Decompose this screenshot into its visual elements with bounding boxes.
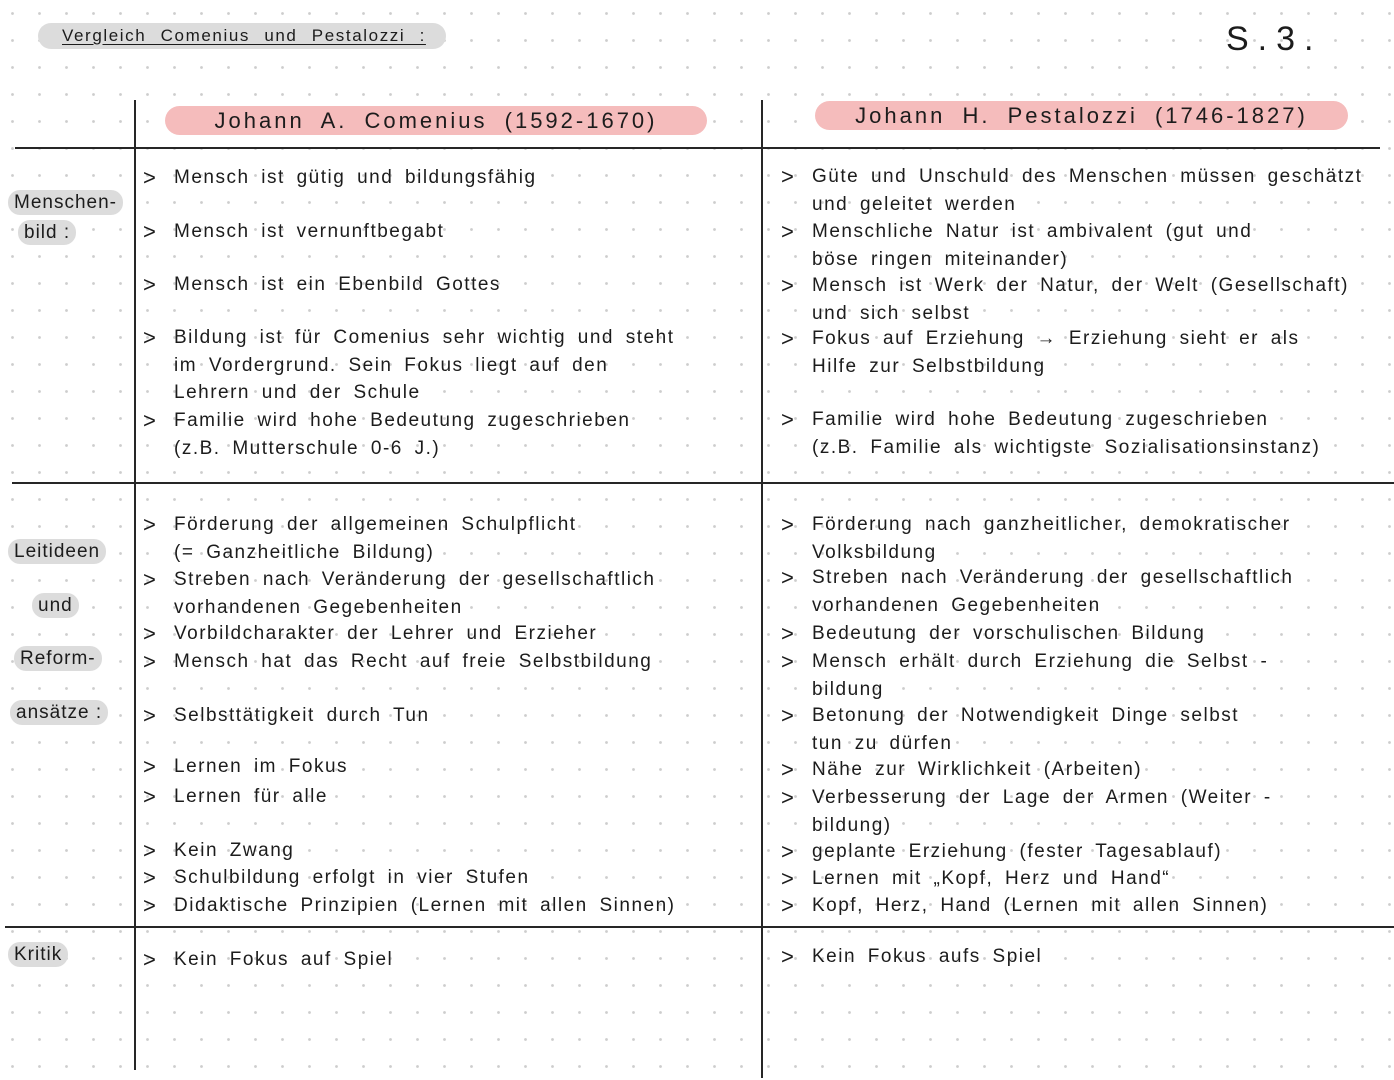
- bullet-line: und geleitet werden: [812, 193, 1017, 215]
- horizontal-divider-leitideen: [5, 926, 1394, 928]
- bullet-item: [781, 325, 1300, 380]
- bullet-line: vorhandenen Gegebenheiten: [812, 594, 1101, 616]
- bullet-line: böse ringen miteinander): [812, 248, 1069, 270]
- bullet-line: Lernen für alle: [174, 786, 328, 807]
- bullet-line: Kein Fokus aufs Spiel: [812, 946, 1043, 967]
- bullet-item: [781, 564, 1293, 619]
- row-label-line: und: [32, 593, 79, 618]
- bullet-line: Kopf, Herz, Hand (Lernen mit allen Sinnen): [812, 895, 1269, 916]
- bullet-marker: >: [143, 649, 156, 674]
- bullet-marker: >: [781, 944, 794, 969]
- bullet-item: [781, 163, 1362, 218]
- row-label-line: bild :: [18, 220, 76, 245]
- bullet-item: [143, 511, 577, 566]
- bullet-marker: >: [781, 893, 794, 918]
- bullet-line: Streben nach Veränderung der gesellschaftlich: [174, 569, 656, 590]
- bullet-line: Didaktische Prinzipien (Lernen mit allen Sinnen): [174, 895, 676, 916]
- bullet-marker: >: [781, 866, 794, 891]
- bullet-line: Kein Zwang: [174, 840, 295, 861]
- vertical-divider-middle: [761, 100, 763, 1078]
- bullet-line: Familie wird hohe Bedeutung zugeschrieben: [174, 410, 631, 431]
- bullet-line: Volksbildung: [812, 541, 937, 563]
- bullet-line: bildung): [812, 814, 892, 836]
- bullet-marker: >: [143, 325, 156, 350]
- row-label-line: Reform-: [14, 646, 102, 671]
- row-label-line: ansätze :: [10, 700, 108, 725]
- page-title: Vergleich Comenius und Pestalozzi :: [38, 23, 446, 49]
- bullet-item: [781, 511, 1291, 566]
- bullet-line: Schulbildung erfolgt in vier Stufen: [174, 867, 530, 888]
- bullet-marker: >: [781, 785, 794, 810]
- bullet-item: [781, 784, 1272, 839]
- bullet-item: [143, 864, 530, 892]
- bullet-marker: >: [781, 407, 794, 432]
- bullet-item: [143, 407, 630, 462]
- bullet-line: Lehrern und der Schule: [174, 382, 421, 403]
- bullet-marker: >: [781, 703, 794, 728]
- bullet-marker: >: [143, 621, 156, 646]
- bullet-line: Verbesserung der Lage der Armen (Weiter -: [812, 787, 1272, 808]
- bullet-item: [143, 218, 444, 246]
- bullet-marker: >: [143, 567, 156, 592]
- bullet-line: Nähe zur Wirklichkeit (Arbeiten): [812, 759, 1143, 780]
- bullet-line: Mensch ist ein Ebenbild Gottes: [174, 274, 501, 295]
- bullet-line: Menschliche Natur ist ambivalent (gut und: [812, 221, 1253, 242]
- bullet-line: Bedeutung der vorschulischen Bildung: [812, 623, 1206, 644]
- bullet-item: [781, 648, 1268, 703]
- bullet-marker: >: [143, 838, 156, 863]
- bullet-marker: >: [143, 893, 156, 918]
- bullet-line: (= Ganzheitliche Bildung): [174, 541, 435, 563]
- bullet-item: [781, 838, 1222, 866]
- bullet-marker: >: [143, 512, 156, 537]
- page-number: S.3.: [1226, 20, 1323, 58]
- bullet-item: [143, 837, 294, 865]
- bullet-marker: >: [781, 164, 794, 189]
- bullet-item: [143, 271, 501, 299]
- bullet-item: [143, 324, 674, 407]
- bullet-item: [781, 892, 1268, 920]
- bullet-line: (z.B. Familie als wichtigste Sozialisationsinstanz): [812, 436, 1321, 458]
- bullet-item: [781, 218, 1252, 273]
- bullet-marker: >: [781, 512, 794, 537]
- row-label-line: Kritik: [8, 942, 68, 967]
- bullet-line: bildung: [812, 678, 884, 700]
- horizontal-divider-menschenbild: [12, 482, 1394, 484]
- bullet-line: Selbsttätigkeit durch Tun: [174, 705, 430, 726]
- bullet-marker: >: [781, 839, 794, 864]
- bullet-item: [143, 892, 675, 920]
- bullet-marker: >: [781, 621, 794, 646]
- bullet-marker: >: [143, 408, 156, 433]
- row-label-line: Leitideen: [8, 539, 106, 564]
- bullet-item: [781, 272, 1349, 327]
- bullet-item: [143, 753, 348, 781]
- bullet-line: Mensch ist vernunftbegabt: [174, 221, 445, 242]
- bullet-item: [143, 702, 430, 730]
- bullet-line: im Vordergrund. Sein Fokus liegt auf den: [174, 354, 609, 376]
- bullet-line: und sich selbst: [812, 302, 971, 324]
- bullet-line: Förderung der allgemeinen Schulpflicht: [174, 514, 577, 535]
- bullet-line: Familie wird hohe Bedeutung zugeschrieben: [812, 409, 1269, 430]
- bullet-line: (z.B. Mutterschule 0-6 J.): [174, 437, 441, 459]
- bullet-marker: >: [143, 272, 156, 297]
- bullet-item: [143, 620, 597, 648]
- bullet-line: Fokus auf Erziehung → Erziehung sieht er als: [812, 328, 1300, 349]
- bullet-line: Hilfe zur Selbstbildung: [812, 355, 1046, 377]
- bullet-marker: >: [781, 273, 794, 298]
- bullet-item: [143, 783, 328, 811]
- bullet-item: [781, 702, 1239, 757]
- bullet-item: [143, 946, 393, 974]
- bullet-line: geplante Erziehung (fester Tagesablauf): [812, 841, 1223, 862]
- vertical-divider-label-column: [134, 100, 136, 1070]
- column-heading-pestalozzi: Johann H. Pestalozzi (1746-1827): [815, 101, 1348, 130]
- bullet-line: Mensch ist gütig und bildungsfähig: [174, 167, 537, 188]
- bullet-item: [781, 943, 1042, 971]
- bullet-item: [781, 865, 1170, 893]
- row-label-line: Menschen-: [8, 190, 123, 215]
- bullet-line: Lernen mit „Kopf, Herz und Hand“: [812, 868, 1171, 889]
- bullet-marker: >: [143, 754, 156, 779]
- bullet-line: Lernen im Fokus: [174, 756, 349, 777]
- bullet-marker: >: [143, 947, 156, 972]
- bullet-line: Güte und Unschuld des Menschen müssen geschätzt: [812, 166, 1363, 187]
- bullet-line: Mensch ist Werk der Natur, der Welt (Gesellschaft): [812, 275, 1349, 296]
- bullet-item: [143, 648, 652, 676]
- bullet-line: Bildung ist für Comenius sehr wichtig und steht: [174, 327, 675, 348]
- bullet-marker: >: [781, 649, 794, 674]
- bullet-line: Mensch erhält durch Erziehung die Selbst -: [812, 651, 1269, 672]
- bullet-line: tun zu dürfen: [812, 732, 953, 754]
- bullet-marker: >: [781, 757, 794, 782]
- column-heading-comenius: Johann A. Comenius (1592-1670): [165, 106, 707, 135]
- bullet-line: Kein Fokus auf Spiel: [174, 949, 394, 970]
- bullet-line: Vorbildcharakter der Lehrer und Erzieher: [174, 623, 598, 644]
- bullet-line: Betonung der Notwendigkeit Dinge selbst: [812, 705, 1240, 726]
- bullet-line: Förderung nach ganzheitlicher, demokratischer: [812, 514, 1291, 535]
- horizontal-divider-header: [15, 147, 1380, 149]
- bullet-marker: >: [143, 865, 156, 890]
- bullet-marker: >: [143, 784, 156, 809]
- bullet-marker: >: [781, 565, 794, 590]
- bullet-marker: >: [781, 326, 794, 351]
- bullet-item: [781, 620, 1205, 648]
- bullet-item: [781, 756, 1142, 784]
- bullet-line: Streben nach Veränderung der gesellschaftlich: [812, 567, 1294, 588]
- bullet-item: [781, 406, 1320, 461]
- bullet-marker: >: [143, 165, 156, 190]
- bullet-line: Mensch hat das Recht auf freie Selbstbildung: [174, 651, 653, 672]
- bullet-line: vorhandenen Gegebenheiten: [174, 596, 463, 618]
- bullet-marker: >: [143, 703, 156, 728]
- bullet-item: [143, 164, 537, 192]
- bullet-marker: >: [143, 219, 156, 244]
- bullet-marker: >: [781, 219, 794, 244]
- bullet-item: [143, 566, 655, 621]
